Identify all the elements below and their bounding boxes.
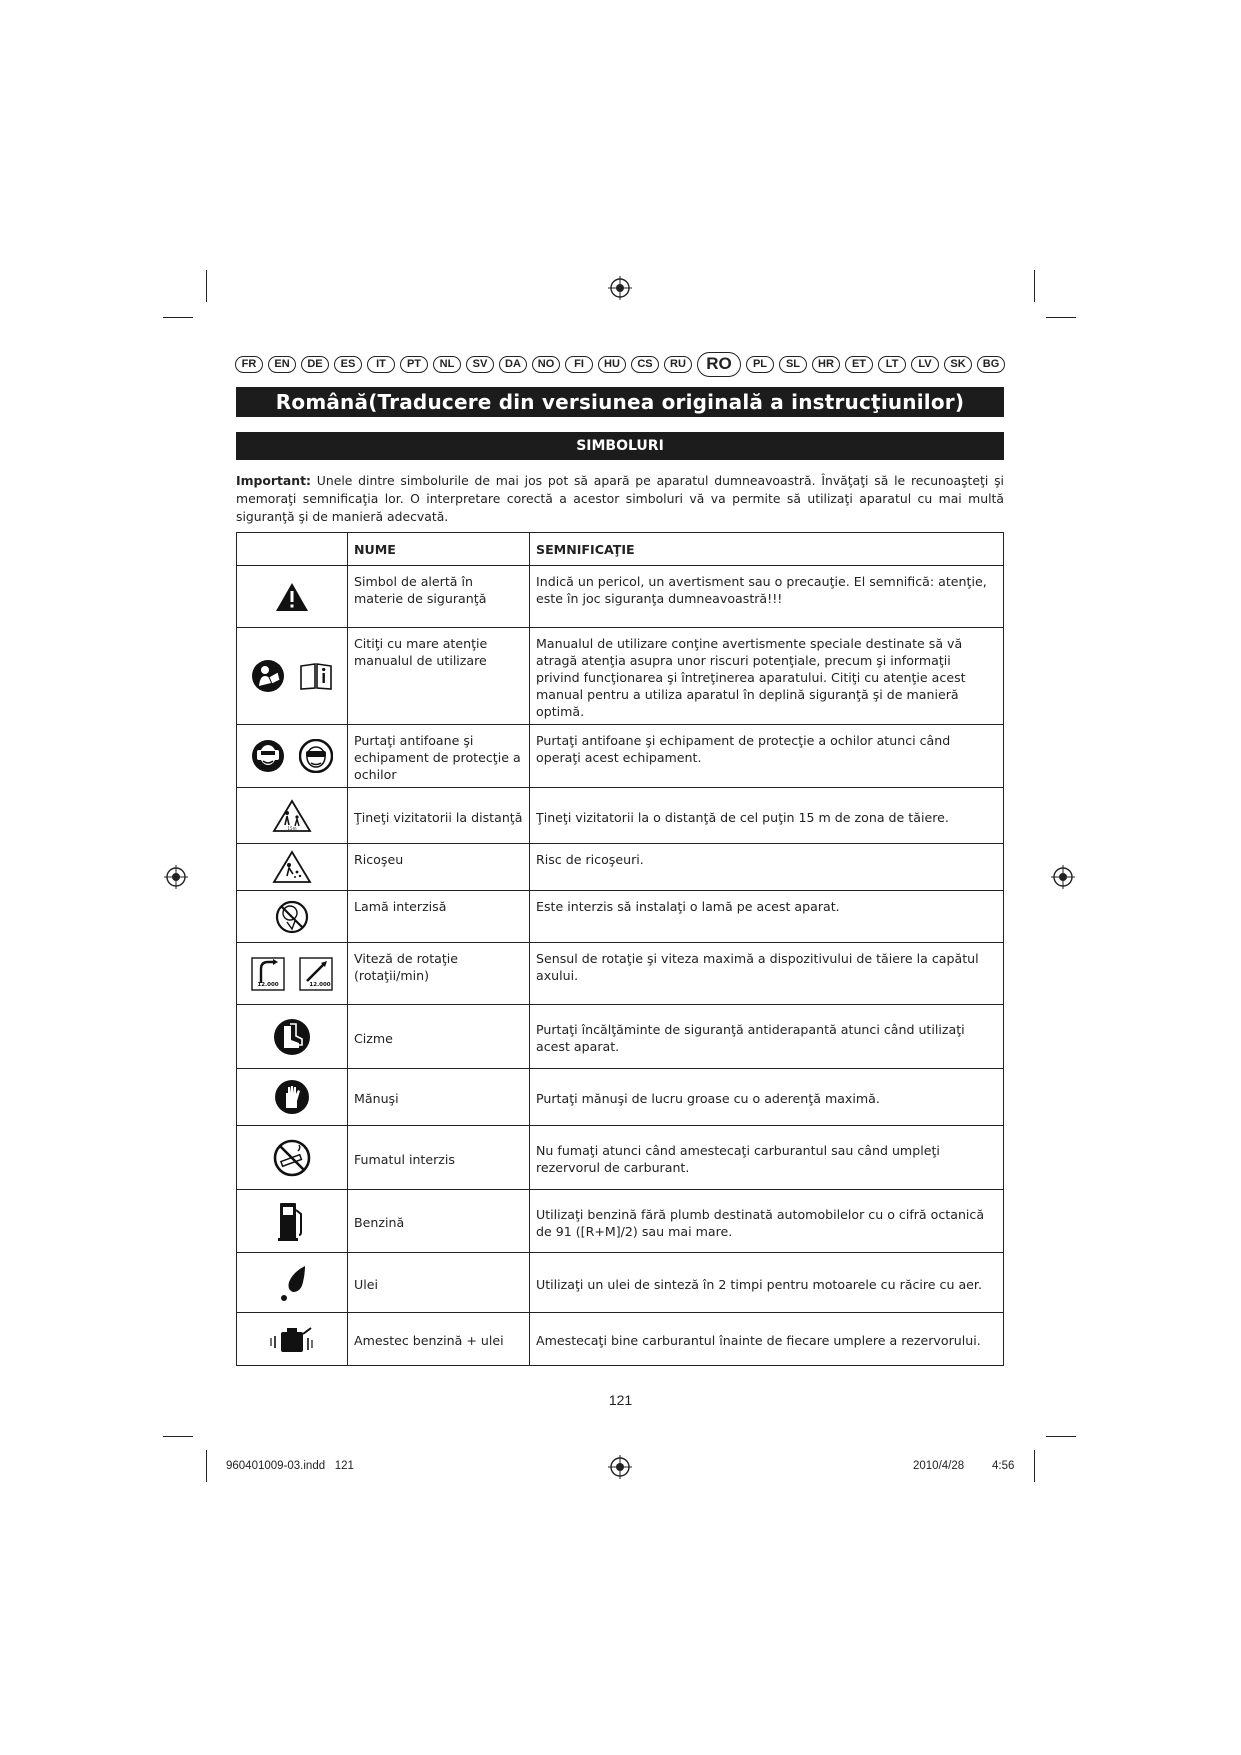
lang-tab-pt[interactable]: PT [400, 356, 428, 373]
lang-tab-es[interactable]: ES [334, 356, 362, 373]
fuel-pump-icon [277, 1200, 307, 1242]
speed-label: 12.000 [257, 981, 279, 988]
lang-tab-en[interactable]: EN [268, 356, 296, 373]
symbol-meaning: Amestecaţi bine carburantul înainte de fiecare umplere a rezervorului. [530, 1313, 1004, 1366]
symbol-meaning: Nu fumaţi atunci când amestecaţi carburantul sau când umpleţi rezervorul de carburant. [530, 1126, 1004, 1190]
svg-text:15m: 15m [287, 825, 297, 831]
table-row [237, 725, 1004, 788]
warning-triangle-icon [275, 582, 309, 612]
lang-tab-da[interactable]: DA [499, 356, 527, 373]
crop-mark-bottom-left-v [206, 1450, 207, 1482]
symbol-name: Fumatul interzis [348, 1126, 530, 1190]
lang-tab-de[interactable]: DE [301, 356, 329, 373]
page-title: Română(Traducere din versiunea originală a instrucţiunilor) [236, 387, 1004, 417]
lang-tab-fi[interactable]: FI [565, 356, 593, 373]
symbol-meaning: Risc de ricoşeuri. [530, 844, 1004, 891]
ear-protection-icon [251, 739, 285, 773]
symbol-meaning: Purtaţi încălţăminte de siguranţă antiderapantă atunci când utilizaţi acest aparat. [530, 1005, 1004, 1069]
footer-date: 2010/4/28 [913, 1460, 965, 1472]
registration-mark-icon [164, 865, 188, 889]
lang-tab-hu[interactable]: HU [598, 356, 626, 373]
symbol-meaning: Purtaţi mănuşi de lucru groase cu o aderenţă maximă. [530, 1069, 1004, 1126]
symbol-meaning: Manualul de utilizare conţine avertismente speciale destinate să vă atragă atenţia asupra unor riscuri potenţiale, precum şi informaţii privind funcţionarea şi întreţinerea aparatului. Citiţi cu atenţie acest manual pentru a utiliza aparatul în deplină siguranţă şi de manieră optimă. [530, 628, 1004, 725]
lang-tab-hr[interactable]: HR [812, 356, 840, 373]
fuel-mix-can-icon [267, 1322, 317, 1356]
lang-tab-no[interactable]: NO [532, 356, 560, 373]
lang-tab-ru[interactable]: RU [664, 356, 692, 373]
symbol-meaning: Utilizaţi benzină fără plumb destinată automobilelor cu o cifră octanică de 91 ([R+M]/2) sau mai mare. [530, 1190, 1004, 1253]
symbol-meaning: Ţineţi vizitatorii la o distanţă de cel puţin 15 m de zona de tăiere. [530, 788, 1004, 844]
table-row [237, 943, 1004, 1005]
no-smoking-icon [273, 1139, 311, 1177]
header-cell-meaning: SEMNIFICAŢIE [530, 533, 1004, 566]
language-tabs [235, 352, 1005, 376]
symbol-name: Mănuşi [348, 1069, 530, 1126]
symbol-meaning: Sensul de rotaţie şi viteza maximă a dispozitivului de tăiere la capătul axului. [530, 943, 1004, 1005]
section-heading: SIMBOLURI [236, 432, 1004, 460]
crop-mark-top-right-h [1046, 317, 1076, 318]
speed-label: 12.000 [309, 981, 331, 988]
lang-tab-sv[interactable]: SV [466, 356, 494, 373]
page-number: 121 [608, 1392, 633, 1408]
crop-mark-bottom-left-h [163, 1436, 193, 1437]
no-blade-icon [275, 900, 309, 934]
crop-mark-top-left-h [163, 317, 193, 318]
eye-protection-icon [299, 739, 333, 773]
rotation-speed-icon [251, 957, 285, 991]
symbol-name: Benzină [348, 1190, 530, 1253]
table-header-row [237, 533, 1004, 566]
keep-distance-icon [272, 799, 312, 833]
intro-paragraph [236, 472, 1004, 526]
crop-mark-bottom-right-v [1034, 1450, 1035, 1482]
symbol-name: Cizme [348, 1005, 530, 1069]
read-manual-icon [251, 659, 285, 693]
intro-label: Important: [236, 473, 311, 488]
symbol-meaning: Indică un pericol, un avertisment sau o precauţie. El semnifică: atenţie, este în joc siguranţa dumneavoastră!!! [530, 566, 1004, 628]
lang-tab-lt[interactable]: LT [878, 356, 906, 373]
symbol-name: Purtaţi antifoane şi echipament de protecţie a ochilor [348, 725, 530, 788]
header-cell-name: NUME [348, 533, 530, 566]
ricochet-icon [272, 850, 312, 884]
table-row [237, 788, 1004, 844]
symbol-meaning: Utilizaţi un ulei de sinteză în 2 timpi pentru motoarele cu răcire cu aer. [530, 1253, 1004, 1313]
crop-mark-top-right-v [1034, 270, 1035, 302]
symbol-name: Amestec benzină + ulei [348, 1313, 530, 1366]
table-row [237, 1126, 1004, 1190]
lang-tab-lv[interactable]: LV [911, 356, 939, 373]
registration-mark-icon [608, 1455, 632, 1479]
table-row [237, 1190, 1004, 1253]
oil-drop-icon [275, 1262, 309, 1304]
symbol-name: Ulei [348, 1253, 530, 1313]
crop-mark-top-left-v [206, 270, 207, 302]
table-row [237, 891, 1004, 943]
registration-mark-icon [1051, 865, 1075, 889]
symbol-meaning: Este interzis să instalaţi o lamă pe acest aparat. [530, 891, 1004, 943]
header-cell-icon [237, 533, 348, 566]
lang-tab-pl[interactable]: PL [746, 356, 774, 373]
table-row [237, 628, 1004, 725]
lang-tab-et[interactable]: ET [845, 356, 873, 373]
lang-tab-sk[interactable]: SK [944, 356, 972, 373]
symbol-name: Simbol de alertă în materie de siguranţă [348, 566, 530, 628]
lang-tab-ro-active[interactable]: RO [697, 352, 741, 377]
lang-tab-cs[interactable]: CS [631, 356, 659, 373]
symbol-name: Viteză de rotaţie (rotaţii/min) [348, 943, 530, 1005]
table-row [237, 1069, 1004, 1126]
rotation-speed-alt-icon [299, 957, 333, 991]
gloves-icon [274, 1079, 310, 1115]
symbol-name: Citiţi cu mare atenţie manualul de utilizare [348, 628, 530, 725]
table-row [237, 1313, 1004, 1366]
lang-tab-nl[interactable]: NL [433, 356, 461, 373]
table-row [237, 1253, 1004, 1313]
lang-tab-sl[interactable]: SL [779, 356, 807, 373]
footer-file: 960401009-03.indd 121 [226, 1460, 354, 1472]
table-row [237, 844, 1004, 891]
lang-tab-it[interactable]: IT [367, 356, 395, 373]
footer-time: 4:56 [992, 1460, 1015, 1472]
info-book-icon [299, 662, 333, 690]
boots-icon [273, 1018, 311, 1056]
registration-mark-icon [608, 276, 632, 300]
table-row [237, 1005, 1004, 1069]
lang-tab-bg[interactable]: BG [977, 356, 1005, 373]
symbol-meaning: Purtaţi antifoane şi echipament de protecţie a ochilor atunci când operaţi acest echipament. [530, 725, 1004, 788]
lang-tab-fr[interactable]: FR [235, 356, 263, 373]
table-row [237, 566, 1004, 628]
intro-text: Unele dintre simbolurile de mai jos pot să apară pe aparatul dumneavoastră. Învăţaţi să le recunoaşteţi şi memoraţi semnificaţia lor. O interpretare corectă a acestor simboluri vă va permite să utilizaţi aparatul cu mai multă siguranţă şi de manieră adecvată. [236, 473, 1004, 524]
symbol-name: Ricoşeu [348, 844, 530, 891]
crop-mark-bottom-right-h [1046, 1436, 1076, 1437]
symbol-name: Lamă interzisă [348, 891, 530, 943]
symbol-name: Ţineţi vizitatorii la distanţă [348, 788, 530, 844]
symbols-table [236, 532, 1004, 1366]
